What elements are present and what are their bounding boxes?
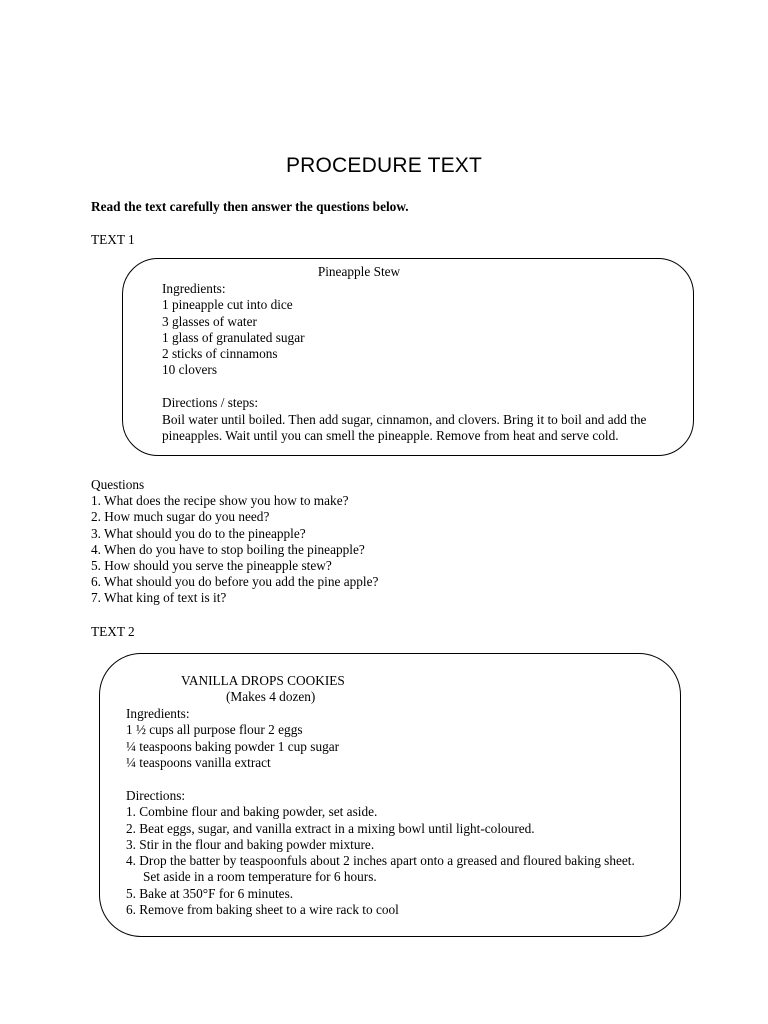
text1-label: TEXT 1 <box>91 232 135 247</box>
text2-label: TEXT 2 <box>91 624 135 639</box>
text2-directions-line: 6. Remove from baking sheet to a wire rack to cool <box>126 902 399 917</box>
questions-heading: Questions <box>91 477 145 492</box>
text1-directions-heading: Directions / steps: <box>162 395 259 410</box>
text2-directions-line: 4. Drop the batter by teaspoonfuls about 2 inches apart onto a greased and floured baking sheet. <box>126 853 635 868</box>
text1-ingredient: 3 glasses of water <box>162 314 257 329</box>
text2-subtitle: (Makes 4 dozen) <box>226 689 316 704</box>
instruction-text: Read the text carefully then answer the questions below. <box>91 199 409 214</box>
text2-directions-line: 5. Bake at 350°F for 6 minutes. <box>126 886 294 901</box>
text1-ingredient: 1 pineapple cut into dice <box>162 297 293 312</box>
text2-directions-line: Set aside in a room temperature for 6 hours. <box>143 869 377 884</box>
page-title: PROCEDURE TEXT <box>285 154 483 177</box>
text2-title: VANILLA DROPS COOKIES <box>181 673 345 688</box>
question-item: 4. When do you have to stop boiling the pineapple? <box>91 541 365 557</box>
text2-directions-line: 2. Beat eggs, sugar, and vanilla extract in a mixing bowl until light-coloured. <box>126 821 535 836</box>
text1-ingredient: 2 sticks of cinnamons <box>162 346 278 361</box>
text2-directions-line: 3. Stir in the flour and baking powder mixture. <box>126 837 375 852</box>
text1-directions-line: Boil water until boiled. Then add sugar, cinnamon, and clovers. Bring it to boil and add the <box>162 412 647 427</box>
text1-ingredient: 10 clovers <box>162 362 218 377</box>
question-item: 7. What king of text is it? <box>91 590 227 606</box>
question-item: 2. How much sugar do you need? <box>91 509 270 525</box>
text1-ingredient: 1 glass of granulated sugar <box>162 330 305 345</box>
text2-ingredient: ¼ teaspoons vanilla extract <box>126 755 271 770</box>
questions-section <box>91 477 378 607</box>
text1-title: Pineapple Stew <box>317 264 401 279</box>
question-item: 5. How should you serve the pineapple stew? <box>91 558 332 574</box>
text1-directions-line: pineapples. Wait until you can smell the pineapple. Remove from heat and serve cold. <box>162 428 619 443</box>
question-item: 1. What does the recipe show you how to make? <box>91 493 349 509</box>
text2-directions-heading: Directions: <box>126 788 186 803</box>
text2-ingredients-heading: Ingredients: <box>126 706 190 721</box>
text2-ingredient: ¼ teaspoons baking powder 1 cup sugar <box>126 739 340 754</box>
text2-ingredient: 1 ½ cups all purpose flour 2 eggs <box>126 722 303 737</box>
question-item: 3. What should you do to the pineapple? <box>91 525 306 541</box>
question-item: 6. What should you do before you add the pine apple? <box>91 574 379 590</box>
text2-directions-line: 1. Combine flour and baking powder, set aside. <box>126 804 378 819</box>
text1-ingredients-heading: Ingredients: <box>162 281 226 296</box>
